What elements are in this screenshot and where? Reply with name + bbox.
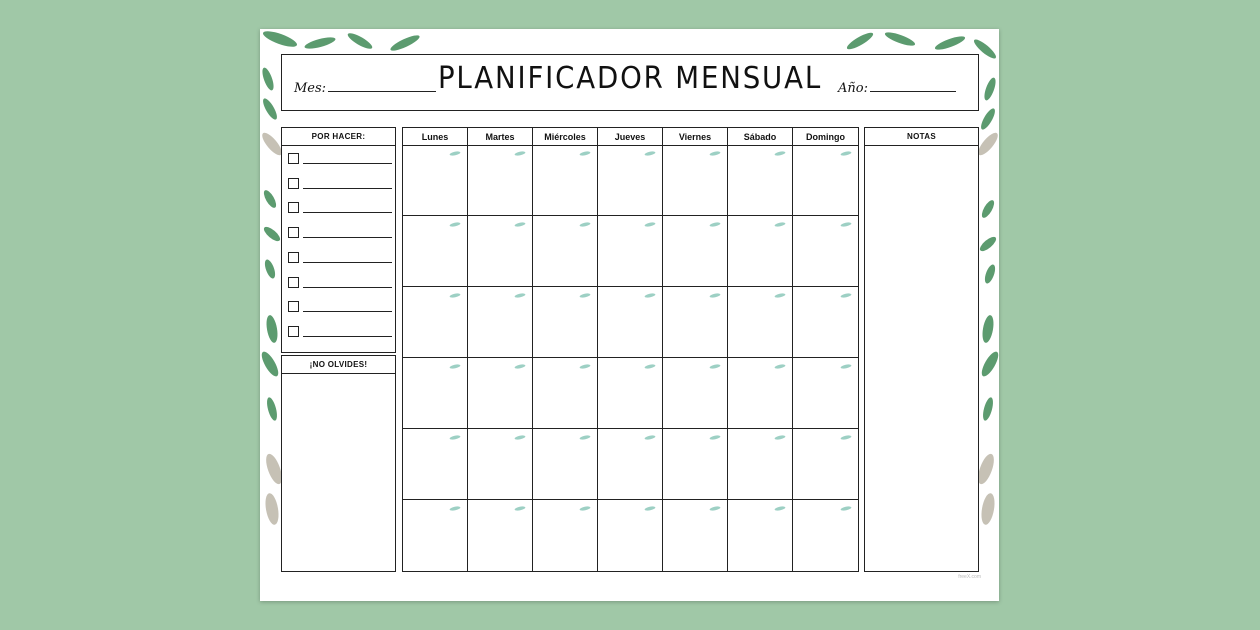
leaf-icon (514, 435, 526, 440)
day-cell[interactable] (663, 287, 728, 358)
day-cell[interactable] (468, 500, 533, 571)
calendar-header (403, 128, 858, 146)
day-cell[interactable] (533, 216, 598, 287)
day-cell[interactable] (728, 287, 793, 358)
todo-line (303, 163, 392, 164)
leaf-icon (449, 151, 461, 156)
leaf-icon (514, 364, 526, 369)
day-cell[interactable] (793, 358, 858, 429)
day-cell[interactable] (468, 287, 533, 358)
leaf-icon (774, 435, 786, 440)
weekday-label: Miércoles (533, 128, 598, 145)
day-cell[interactable] (598, 358, 663, 429)
weekday-label: Domingo (806, 132, 845, 142)
todo-item[interactable] (288, 202, 392, 214)
todo-line (303, 212, 392, 213)
checkbox[interactable] (288, 252, 299, 263)
leaf-icon (514, 293, 526, 298)
day-cell[interactable] (598, 287, 663, 358)
page-title: PLANIFICADOR MENSUAL (437, 61, 823, 96)
leaf-icon (449, 506, 461, 511)
checkbox[interactable] (288, 202, 299, 213)
weekday-label: Viernes (663, 128, 728, 145)
day-cell[interactable] (468, 429, 533, 500)
day-cell[interactable] (793, 500, 858, 571)
todo-line (303, 237, 392, 238)
reminder-heading: ¡NO OLVIDES! (282, 356, 395, 374)
leaf-icon (579, 293, 591, 298)
leaf-icon (449, 435, 461, 440)
year-line (870, 79, 956, 92)
checkbox[interactable] (288, 277, 299, 288)
todo-line (303, 188, 392, 189)
day-cell[interactable] (728, 429, 793, 500)
leaf-icon (709, 506, 721, 511)
month-label: Mes: (294, 81, 327, 96)
notes-box[interactable] (864, 127, 979, 572)
day-cell[interactable] (793, 287, 858, 358)
leaf-icon (774, 506, 786, 511)
leaf-icon (840, 151, 852, 156)
todo-item[interactable] (288, 277, 392, 289)
day-cell[interactable] (403, 500, 468, 571)
leaf-icon (709, 364, 721, 369)
todo-item[interactable] (288, 178, 392, 190)
leaf-icon (709, 435, 721, 440)
leaf-icon (840, 222, 852, 227)
leaf-icon (774, 151, 786, 156)
weekday-label: Martes (468, 128, 533, 145)
year-field[interactable] (838, 79, 956, 96)
day-cell[interactable] (663, 216, 728, 287)
checkbox[interactable] (288, 178, 299, 189)
day-cell[interactable] (663, 145, 728, 216)
day-cell[interactable] (533, 358, 598, 429)
todo-line (303, 262, 392, 263)
leaf-icon (579, 222, 591, 227)
leaf-icon (774, 222, 786, 227)
day-cell[interactable] (533, 429, 598, 500)
day-cell[interactable] (793, 145, 858, 216)
day-cell[interactable] (403, 287, 468, 358)
day-cell[interactable] (468, 216, 533, 287)
weekday-label: Sábado (728, 128, 793, 145)
todo-line (303, 287, 392, 288)
leaf-icon (579, 151, 591, 156)
todo-item[interactable] (288, 252, 392, 264)
leaf-icon (709, 222, 721, 227)
day-cell[interactable] (598, 429, 663, 500)
leaf-icon (579, 435, 591, 440)
checkbox[interactable] (288, 153, 299, 164)
reminder-box[interactable] (281, 355, 396, 572)
weekday-label: Jueves (598, 128, 663, 145)
day-cell[interactable] (793, 216, 858, 287)
day-cell[interactable] (728, 500, 793, 571)
leaf-icon (579, 506, 591, 511)
day-cell[interactable] (598, 145, 663, 216)
checkbox[interactable] (288, 301, 299, 312)
todo-item[interactable] (288, 301, 392, 313)
day-cell[interactable] (403, 358, 468, 429)
watermark: freeX.com (958, 574, 981, 580)
leaf-icon (840, 364, 852, 369)
leaf-icon (644, 364, 656, 369)
calendar-grid (402, 127, 859, 572)
todo-item[interactable] (288, 227, 392, 239)
day-cell[interactable] (533, 500, 598, 571)
notes-heading: NOTAS (865, 128, 978, 146)
todo-heading: POR HACER: (282, 128, 395, 146)
weekday-label: Lunes (403, 128, 468, 145)
day-cell[interactable] (403, 145, 468, 216)
day-cell[interactable] (403, 429, 468, 500)
leaf-icon (449, 293, 461, 298)
checkbox[interactable] (288, 326, 299, 337)
day-cell[interactable] (663, 500, 728, 571)
day-cell[interactable] (598, 216, 663, 287)
leaf-icon (840, 293, 852, 298)
day-cell[interactable] (468, 358, 533, 429)
todo-box (281, 127, 396, 353)
day-cell[interactable] (533, 287, 598, 358)
leaf-icon (449, 222, 461, 227)
todo-item[interactable] (288, 153, 392, 165)
day-cell[interactable] (403, 216, 468, 287)
leaf-icon (449, 364, 461, 369)
leaf-icon (644, 293, 656, 298)
planner-sheet (260, 29, 999, 601)
leaf-icon (840, 506, 852, 511)
leaf-icon (579, 364, 591, 369)
day-cell[interactable] (663, 358, 728, 429)
leaf-icon (644, 435, 656, 440)
year-label: Año: (838, 81, 868, 96)
leaf-icon (709, 293, 721, 298)
checkbox[interactable] (288, 227, 299, 238)
leaf-icon (514, 222, 526, 227)
todo-line (303, 336, 392, 337)
leaf-icon (644, 151, 656, 156)
leaf-icon (514, 506, 526, 511)
day-cell[interactable] (793, 429, 858, 500)
day-cell[interactable] (598, 500, 663, 571)
day-cell[interactable] (468, 145, 533, 216)
leaf-icon (644, 506, 656, 511)
todo-line (303, 311, 392, 312)
day-cell[interactable] (533, 145, 598, 216)
leaf-icon (774, 293, 786, 298)
leaf-icon (514, 151, 526, 156)
leaf-icon (709, 151, 721, 156)
leaf-icon (774, 364, 786, 369)
planner-header (281, 54, 979, 111)
leaf-icon (840, 435, 852, 440)
day-cell[interactable] (728, 216, 793, 287)
day-cell[interactable] (728, 145, 793, 216)
day-cell[interactable] (663, 429, 728, 500)
leaf-icon (644, 222, 656, 227)
todo-item[interactable] (288, 326, 392, 338)
day-cell[interactable] (728, 358, 793, 429)
